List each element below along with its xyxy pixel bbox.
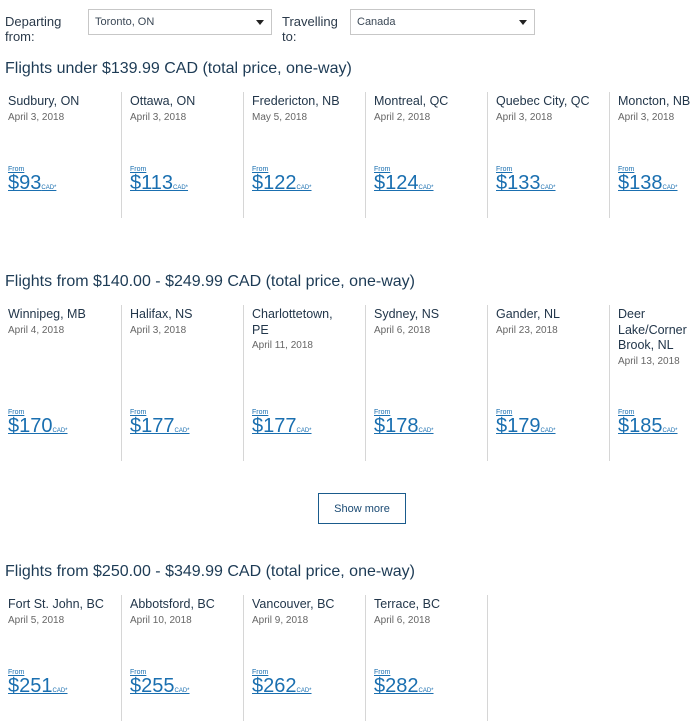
flight-card[interactable] xyxy=(366,92,488,218)
destination-city: Charlottetown, PE xyxy=(252,307,333,337)
destination-city: Vancouver, BC xyxy=(252,597,335,611)
flight-list xyxy=(0,305,700,461)
destination-city: Fredericton, NB xyxy=(252,94,340,108)
flight-card[interactable] xyxy=(244,92,366,218)
currency-label: CAD* xyxy=(296,185,312,191)
destination-city: Montreal, QC xyxy=(374,94,449,108)
departure-date: April 3, 2018 xyxy=(130,324,187,336)
departing-from-value: Toronto, ON xyxy=(95,16,155,28)
price-link[interactable] xyxy=(618,409,678,437)
currency-label: CAD* xyxy=(52,688,68,694)
flight-card[interactable] xyxy=(0,305,122,461)
price-value: $93 xyxy=(8,172,42,194)
currency-label: CAD* xyxy=(174,428,190,434)
price-link[interactable] xyxy=(130,669,190,697)
price-value: $255 xyxy=(130,675,175,697)
from-label: From xyxy=(252,669,269,676)
price-value: $251 xyxy=(8,675,53,697)
departure-date: April 4, 2018 xyxy=(8,324,65,336)
from-label: From xyxy=(252,166,269,173)
price-link[interactable] xyxy=(252,166,312,194)
destination-city: Ottawa, ON xyxy=(130,94,196,108)
currency-label: CAD* xyxy=(173,185,189,191)
flight-card[interactable] xyxy=(122,595,244,721)
travelling-to-label: Travelling to: xyxy=(282,14,338,44)
destination-city: Fort St. John, BC xyxy=(8,597,104,611)
from-label: From xyxy=(8,166,25,173)
travelling-to-select[interactable] xyxy=(350,9,535,35)
departure-date: April 6, 2018 xyxy=(374,324,431,336)
from-label: From xyxy=(374,669,391,676)
from-label: From xyxy=(130,166,147,173)
currency-label: CAD* xyxy=(52,428,68,434)
currency-label: CAD* xyxy=(540,185,556,191)
price-value: $185 xyxy=(618,415,663,437)
destination-city: Terrace, BC xyxy=(374,597,440,611)
departure-date: April 13, 2018 xyxy=(618,355,680,367)
section-title: Flights under $139.99 CAD (total price, one-way) xyxy=(5,60,352,77)
flight-card[interactable] xyxy=(122,92,244,218)
destination-city: Halifax, NS xyxy=(130,307,193,321)
from-label: From xyxy=(252,409,269,416)
currency-label: CAD* xyxy=(418,185,434,191)
currency-label: CAD* xyxy=(174,688,190,694)
price-value: $113 xyxy=(130,172,174,194)
currency-label: CAD* xyxy=(418,688,434,694)
from-label: From xyxy=(618,166,635,173)
price-link[interactable] xyxy=(130,166,188,194)
flight-card[interactable] xyxy=(610,92,700,218)
chevron-down-icon xyxy=(256,20,264,25)
price-value: $133 xyxy=(496,172,541,194)
destination-city: Winnipeg, MB xyxy=(8,307,86,321)
price-link[interactable] xyxy=(8,409,68,437)
flight-card[interactable] xyxy=(610,305,700,461)
price-value: $178 xyxy=(374,415,419,437)
from-label: From xyxy=(374,409,391,416)
departing-from-select[interactable] xyxy=(88,9,272,35)
price-value: $124 xyxy=(374,172,419,194)
from-label: From xyxy=(496,409,513,416)
departure-date: April 2, 2018 xyxy=(374,111,431,123)
departure-date: April 3, 2018 xyxy=(130,111,187,123)
destination-city: Gander, NL xyxy=(496,307,560,321)
price-value: $282 xyxy=(374,675,419,697)
from-label: From xyxy=(130,409,147,416)
price-link[interactable] xyxy=(374,166,434,194)
currency-label: CAD* xyxy=(41,185,57,191)
price-value: $170 xyxy=(8,415,53,437)
price-link[interactable] xyxy=(130,409,190,437)
currency-label: CAD* xyxy=(662,428,678,434)
from-label: From xyxy=(374,166,391,173)
departure-date: April 5, 2018 xyxy=(8,614,65,626)
flight-list xyxy=(0,92,700,218)
departure-date: April 3, 2018 xyxy=(496,111,553,123)
from-label: From xyxy=(8,669,25,676)
departure-date: April 23, 2018 xyxy=(496,324,558,336)
flight-card[interactable] xyxy=(244,305,366,461)
destination-city: Sudbury, ON xyxy=(8,94,80,108)
price-link[interactable] xyxy=(252,409,312,437)
currency-label: CAD* xyxy=(296,428,312,434)
flight-card[interactable] xyxy=(366,305,488,461)
departing-from-label: Departing from: xyxy=(5,14,62,44)
from-label: From xyxy=(496,166,513,173)
flight-card[interactable] xyxy=(488,92,610,218)
price-link[interactable] xyxy=(374,669,434,697)
from-label: From xyxy=(8,409,25,416)
price-link[interactable] xyxy=(8,669,68,697)
destination-city: Moncton, NB xyxy=(618,94,691,108)
departure-date: April 6, 2018 xyxy=(374,614,431,626)
from-label: From xyxy=(618,409,635,416)
departure-date: April 3, 2018 xyxy=(8,111,65,123)
departure-date: April 11, 2018 xyxy=(252,340,313,351)
price-link[interactable] xyxy=(496,166,556,194)
flight-card[interactable] xyxy=(122,305,244,461)
price-link[interactable] xyxy=(374,409,434,437)
currency-label: CAD* xyxy=(296,688,312,694)
departure-date: May 5, 2018 xyxy=(252,111,308,123)
destination-city: Sydney, NS xyxy=(374,307,440,321)
flight-card[interactable] xyxy=(0,92,122,218)
price-value: $177 xyxy=(252,415,297,437)
show-more-button[interactable]: Show more xyxy=(318,493,406,524)
flight-list xyxy=(0,595,700,721)
destination-city: Quebec City, QC xyxy=(496,94,590,108)
price-value: $138 xyxy=(618,172,663,194)
destination-city: Deer Lake/Corner Brook, NL xyxy=(618,307,687,352)
departure-date: April 9, 2018 xyxy=(252,614,309,626)
currency-label: CAD* xyxy=(418,428,434,434)
price-link[interactable] xyxy=(8,166,56,194)
section-title: Flights from $140.00 - $249.99 CAD (total price, one-way) xyxy=(5,273,415,290)
price-link[interactable] xyxy=(496,409,556,437)
currency-label: CAD* xyxy=(662,185,678,191)
from-label: From xyxy=(130,669,147,676)
departure-date: April 10, 2018 xyxy=(130,614,192,626)
price-link[interactable] xyxy=(618,166,678,194)
flight-card[interactable] xyxy=(488,305,610,461)
travelling-to-value: Canada xyxy=(357,16,396,28)
flight-card[interactable] xyxy=(366,595,488,721)
flight-card[interactable] xyxy=(244,595,366,721)
price-value: $177 xyxy=(130,415,175,437)
flight-card[interactable] xyxy=(0,595,122,721)
chevron-down-icon xyxy=(519,20,527,25)
departure-date: April 3, 2018 xyxy=(618,111,675,123)
destination-city: Abbotsford, BC xyxy=(130,597,215,611)
price-link[interactable] xyxy=(252,669,312,697)
price-value: $179 xyxy=(496,415,541,437)
section-title: Flights from $250.00 - $349.99 CAD (total price, one-way) xyxy=(5,563,415,580)
price-value: $122 xyxy=(252,172,297,194)
currency-label: CAD* xyxy=(540,428,556,434)
price-value: $262 xyxy=(252,675,297,697)
